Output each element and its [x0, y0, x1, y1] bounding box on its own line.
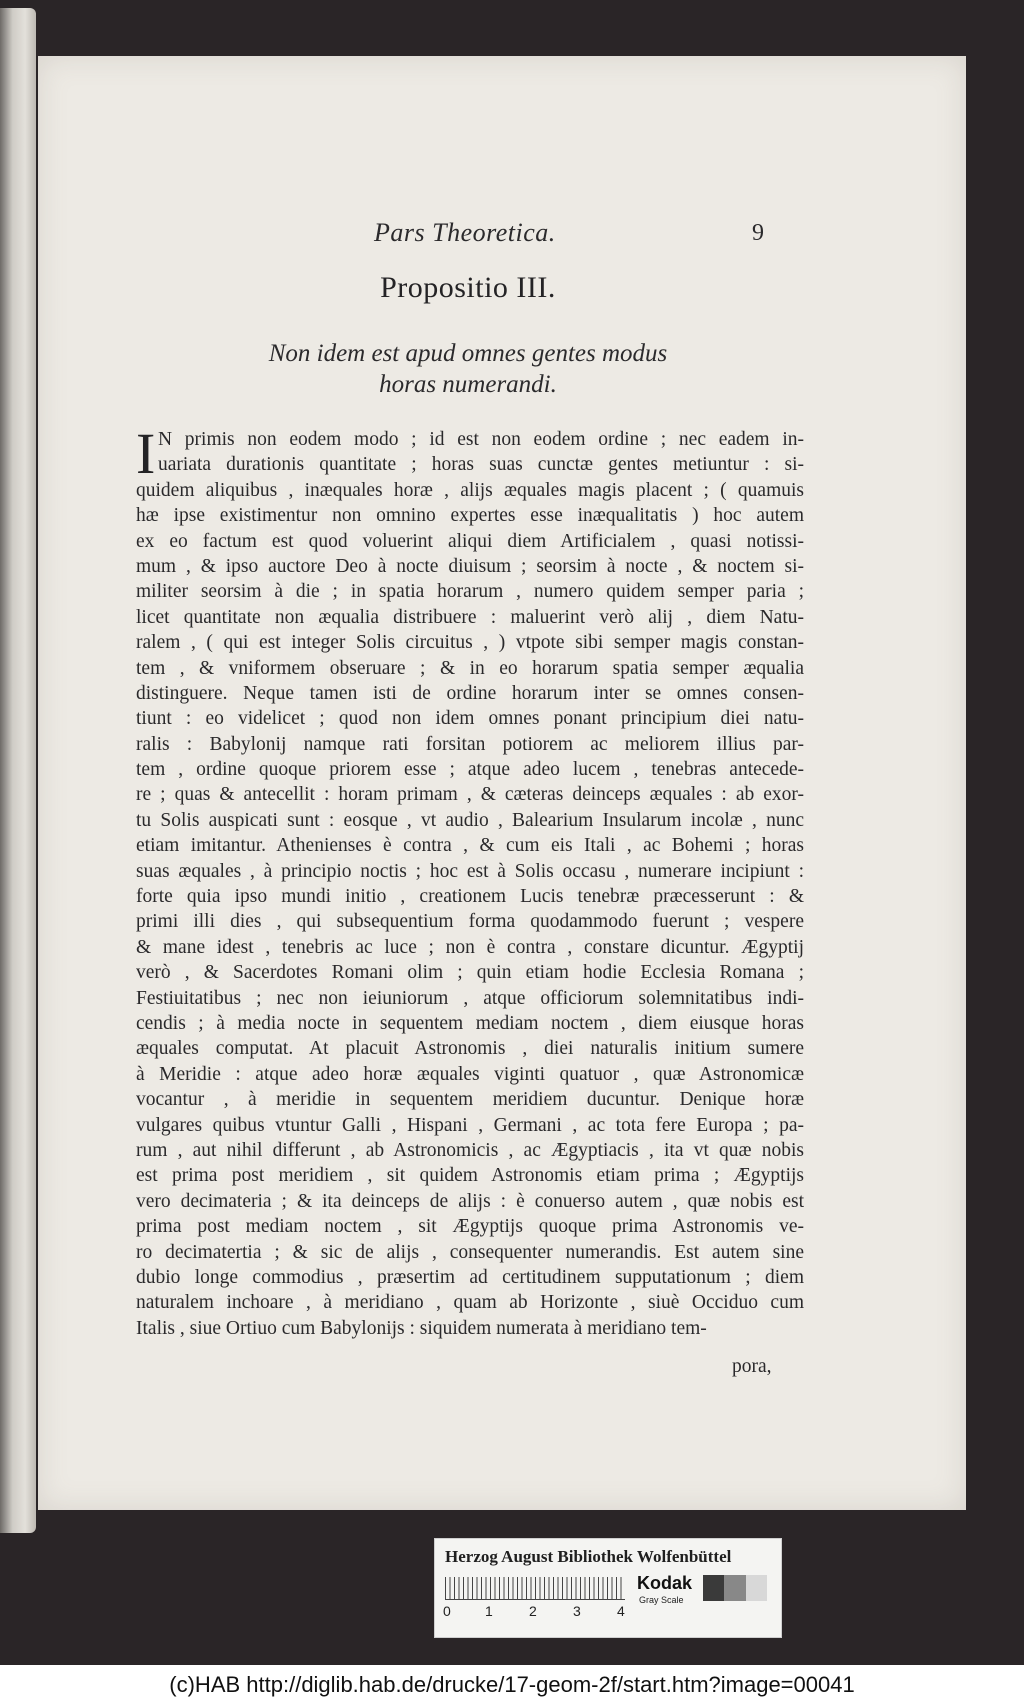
ruler-number: 2: [529, 1603, 537, 1619]
measurement-ruler: [445, 1577, 625, 1600]
body-line: est prima post meridiem , sit quidem Astronomis etiam prima ; Ægyptijs: [136, 1165, 804, 1187]
body-line: ralem , ( qui est integer Solis circuitus , ) vtpote sibi semper magis constan-: [136, 632, 804, 654]
body-line: forte quia ipso mundi initio , creationem Lucis tenebræ præcesserunt : &: [136, 886, 804, 908]
body-line: militer seorsim à die ; in spatia horarum , numero quidem semper paria ;: [136, 581, 804, 603]
body-line: re ; quas & antecellit : horam primam , & cæteras deinceps æquales : ab exor-: [136, 784, 804, 806]
gray-patch: [746, 1575, 767, 1601]
body-line: tem , ordine quoque priorem esse ; atque adeo lucem , tenebras antecede-: [136, 759, 804, 781]
book-page: [38, 56, 966, 1510]
body-line: distinguere. Neque tamen isti de ordine horarum inter se omnes consen-: [136, 682, 804, 704]
body-line: cendis ; à media nocte in sequentem mediam noctem , diem eiusque horas: [136, 1012, 804, 1034]
body-line: tiunt : eo videlicet ; quod non idem omnes ponant principium diei natu-: [136, 708, 804, 730]
body-line: rum , aut nihil differunt , ab Astronomicis , ac Ægyptiacis , ita vt quæ nobis: [136, 1139, 804, 1161]
catchword: pora,: [732, 1356, 772, 1377]
body-line: naturalem inchoare , à meridiano , quam ab Horizonte , siuè Occiduo cum: [136, 1292, 804, 1314]
body-line: mum , & ipso auctore Deo à nocte diuisum ; seorsim à nocte , & noctem si-: [136, 555, 804, 577]
body-text: [136, 421, 804, 1341]
body-line: etiam imitantur. Athenienses è contra , & cum eis Itali , ac Bohemi ; horas: [136, 835, 804, 857]
body-line: vocantur , à meridie in sequentem meridiem ducuntur. Denique horæ: [136, 1089, 804, 1111]
body-line: ro decimatertia ; & sic de alijs , consequenter numerandis. Est autem sine: [136, 1241, 804, 1263]
left-page-edge: [0, 8, 36, 1533]
drop-cap: I: [136, 421, 156, 486]
body-line: tu Solis auspicati sunt : eosque , vt audio , Balearium Insularum incolæ , nunc: [136, 809, 804, 831]
footer-credit: (c)HAB http://diglib.hab.de/drucke/17-geom-2f/start.htm?image=00041: [0, 1665, 1024, 1705]
gray-scale-label: Gray Scale: [639, 1595, 684, 1605]
proposition-title: Propositio III.: [380, 271, 556, 304]
ruler-number: 4: [617, 1603, 625, 1619]
body-line: ralis : Babylonij namque rati forsitan potiorem ac meliorem illius par-: [136, 733, 804, 755]
body-line: suas æquales , à principio noctis ; hoc est à Solis occasu , numerare incipiunt :: [136, 860, 804, 882]
ruler-number: 0: [443, 1603, 451, 1619]
body-line: & mane idest , tenebris ac luce ; non è contra , constare dicuntur. Ægyptij: [136, 936, 804, 958]
body-line: Festiuitatibus ; nec non ieiuniorum , atque officiorum solemnitatibus indi-: [136, 987, 804, 1009]
subtitle-line: horas numerandi.: [379, 371, 557, 398]
subtitle-line: Non idem est apud omnes gentes modus: [268, 340, 668, 367]
body-line: primi illi dies , qui subsequentium forma quodammodo fuerunt ; vespere: [136, 911, 804, 933]
body-line: Italis , siue Ortiuo cum Babylonijs : siquidem numerata à meridiano tem-: [136, 1317, 707, 1339]
proposition-subtitle: [38, 338, 898, 400]
body-line: tem , & vniformem obseruare ; & in eo horarum spatia semper æqualia: [136, 657, 804, 679]
body-line: uariata durationis quantitate ; horas suas cunctæ gentes metiuntur : si-: [158, 454, 804, 476]
body-line: prima post mediam noctem , sit Ægyptijs quoque prima Astronomis ve-: [136, 1216, 804, 1238]
body-line: N primis non eodem modo ; id est non eodem ordine ; nec eadem in-: [158, 429, 804, 450]
body-line: quidem aliquibus , inæquales horæ , alijs æquales magis placent ; ( quamuis: [136, 479, 804, 501]
body-line: à Meridie : atque adeo horæ æquales viginti quatuor , quæ Astronomicæ: [136, 1063, 804, 1085]
institution-label: Herzog August Bibliothek Wolfenbüttel: [445, 1547, 732, 1566]
gray-patch: [724, 1575, 745, 1601]
kodak-logo: Kodak: [637, 1573, 693, 1593]
color-calibration-bar: [434, 1538, 782, 1638]
ruler-number: 3: [573, 1603, 581, 1619]
gray-patch: [703, 1575, 724, 1601]
body-line: æquales computat. At placuit Astronomis , diei naturalis initium sumere: [136, 1038, 804, 1060]
body-line: dubio longe commodius , præsertim ad certitudinem supputationum ; diem: [136, 1266, 804, 1288]
body-line: hæ ipse existimentur non omnino expertes esse inæqualitatis ) hoc autem: [136, 505, 804, 527]
body-line: vulgares quibus vtuntur Galli , Hispani , Germani , ac tota fere Europa ; pa-: [136, 1114, 804, 1136]
running-title: Pars Theoretica.: [374, 218, 556, 247]
body-line: verò , & Sacerdotes Romani olim ; quin etiam hodie Ecclesia Romana ;: [136, 962, 804, 984]
page-number: 9: [752, 220, 764, 246]
ruler-number: 1: [485, 1603, 493, 1619]
gray-patches: [703, 1575, 767, 1601]
body-line: vero decimateria ; & ita deinceps de alijs : è conuerso autem , quæ nobis est: [136, 1190, 804, 1212]
body-line: licet quantitate non æqualia distribuere : maluerint verò alij , diem Natu-: [136, 606, 804, 628]
body-line: ex eo factum est quod voluerint aliqui diem Artificialem , quasi notissi-: [136, 530, 804, 552]
